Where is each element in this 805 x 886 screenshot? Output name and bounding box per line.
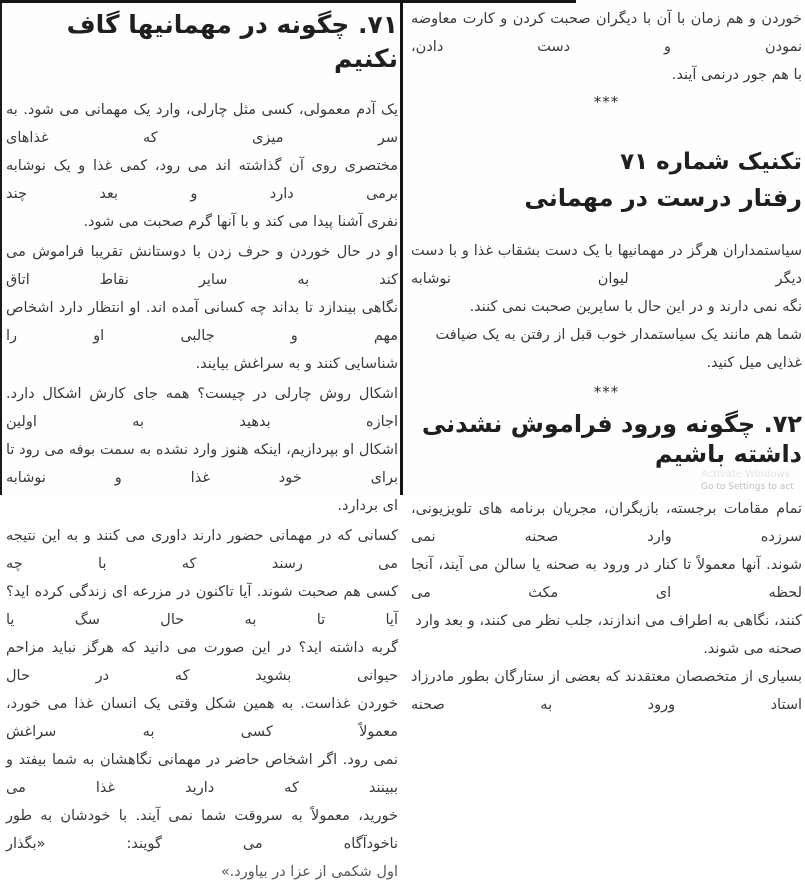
- watermark-line-settings: Go to Settings to act: [701, 482, 794, 492]
- body-line: شوند. آنها معمولاً تا کنار در ورود به صحنه یا سالن می آیند، آنجا لحظه ای مکث می: [411, 557, 802, 601]
- body-line: اشکال او بپردازیم، اینکه هنوز وارد نشده به سمت بوفه می رود تا برای خود غذا و نوشابه: [6, 442, 398, 486]
- body-line: گربه داشته اید؟ در این صورت می دانید که هرگز نباید مزاحم حیوانی بشوید که در حال: [6, 640, 398, 684]
- body-line: نگه نمی دارند و در این حال با سایرین صحبت نمی کنند.: [469, 299, 802, 315]
- body-line: شناسایی کنند و به سراغش بیایند.: [195, 356, 398, 372]
- paragraph: [6, 522, 398, 886]
- body-line: نگاهی بیندازد تا بداند چه کسانی آمده اند. او انتظار دارد اشخاص مهم و جالبی او را: [6, 300, 398, 344]
- body-line: او در حال خوردن و حرف زدن با دوستانش تقریبا فراموش می کند به سایر نقاط اتاق: [6, 244, 398, 288]
- body-line: خورید، معمولاً به سروقت شما نمی آیند. با خودشان به طور ناخودآگاه می گویند: «بگذار: [6, 808, 398, 852]
- chapter-71-heading: ۷۱. چگونه در مهمانیها گاف نکنیم: [66, 10, 398, 73]
- paragraph: [411, 495, 802, 719]
- body-line: تمام مقامات برجسته، بازیگران، مجریان برنامه های تلویزیونی، سرزده وارد صحنه نمی: [411, 501, 802, 545]
- chapter-72-heading: ۷۲. چگونه ورود فراموش نشدنی داشته باشیم: [421, 410, 802, 468]
- paragraph: [411, 237, 802, 377]
- watermark-line-activate: Activate Windows: [701, 469, 790, 480]
- body-line: نفری آشنا پیدا می کند و با آنها گرم صحبت می شود.: [83, 214, 398, 230]
- body-line: با هم جور درنمی آیند.: [671, 67, 802, 83]
- body-line: یک آدم معمولی، کسی مثل چارلی، وارد یک مهمانی می شود. به سر میزی که غذاهای: [6, 102, 398, 146]
- body-line: کنند، نگاهی به اطراف می اندازند، جلب نظر می کنند، و بعد وارد صحنه می شوند.: [415, 613, 802, 657]
- paragraph: [6, 96, 398, 236]
- paragraph: [6, 238, 398, 378]
- body-line: کسی هم صحبت شوند. آیا تاکنون در مزرعه ای زندگی کرده اید؟ آیا تا به حال سگ یا: [6, 584, 398, 628]
- left-page: [2, 0, 404, 880]
- paragraph: [411, 5, 802, 89]
- body-line: ای بردارد.: [337, 498, 398, 514]
- body-line: خوردن و هم زمان با آن با دیگران صحبت کردن و کارت معاوضه نمودن و دست دادن،: [411, 11, 802, 55]
- right-page: [405, 0, 805, 713]
- paragraph: [6, 380, 398, 520]
- body-line: خوردن غذاست. به همین شکل وقتی یک انسان غذا می خورد، معمولاً کسی به سراغش: [6, 696, 398, 740]
- technique-71-title-heading: رفتار درست در مهمانی: [524, 184, 802, 212]
- section-separator-stars: ***: [593, 93, 620, 111]
- body-line: کسانی که در مهمانی حضور دارند داوری می کنند و به این نتیجه می رسند که با چه: [6, 528, 398, 572]
- technique-71-number-heading: تکنیک شماره ۷۱: [620, 149, 802, 175]
- body-line: شما هم مانند یک سیاستمدار خوب قبل از رفتن به یک ضیافت غذایی میل کنید.: [435, 327, 802, 371]
- clipped-body-line: اول شکمی از عزا در بیاورد.»: [220, 864, 398, 880]
- body-line: نمی رود. اگر اشخاص حاضر در مهمانی نگاهشان به شما بیفتد و ببینند که دارید غذا می: [6, 752, 398, 796]
- body-line: مختصری روی آن گذاشته اند می رود، کمی غذا و یک نوشابه برمی دارد و بعد چند: [6, 158, 398, 202]
- body-line: بسیاری از متخصصان معتقدند که بعضی از ستارگان بطور مادرزاد استاد ورود به صحنه: [411, 669, 802, 713]
- section-separator-stars: ***: [593, 383, 620, 401]
- body-line: اشکال روش چارلی در چیست؟ همه جای کارش اشکال دارد. اجازه بدهید به اولین: [6, 386, 398, 430]
- body-line: سیاستمداران هرگز در مهمانیها با یک دست بشقاب غذا و با دست دیگر لیوان نوشابه: [411, 243, 802, 287]
